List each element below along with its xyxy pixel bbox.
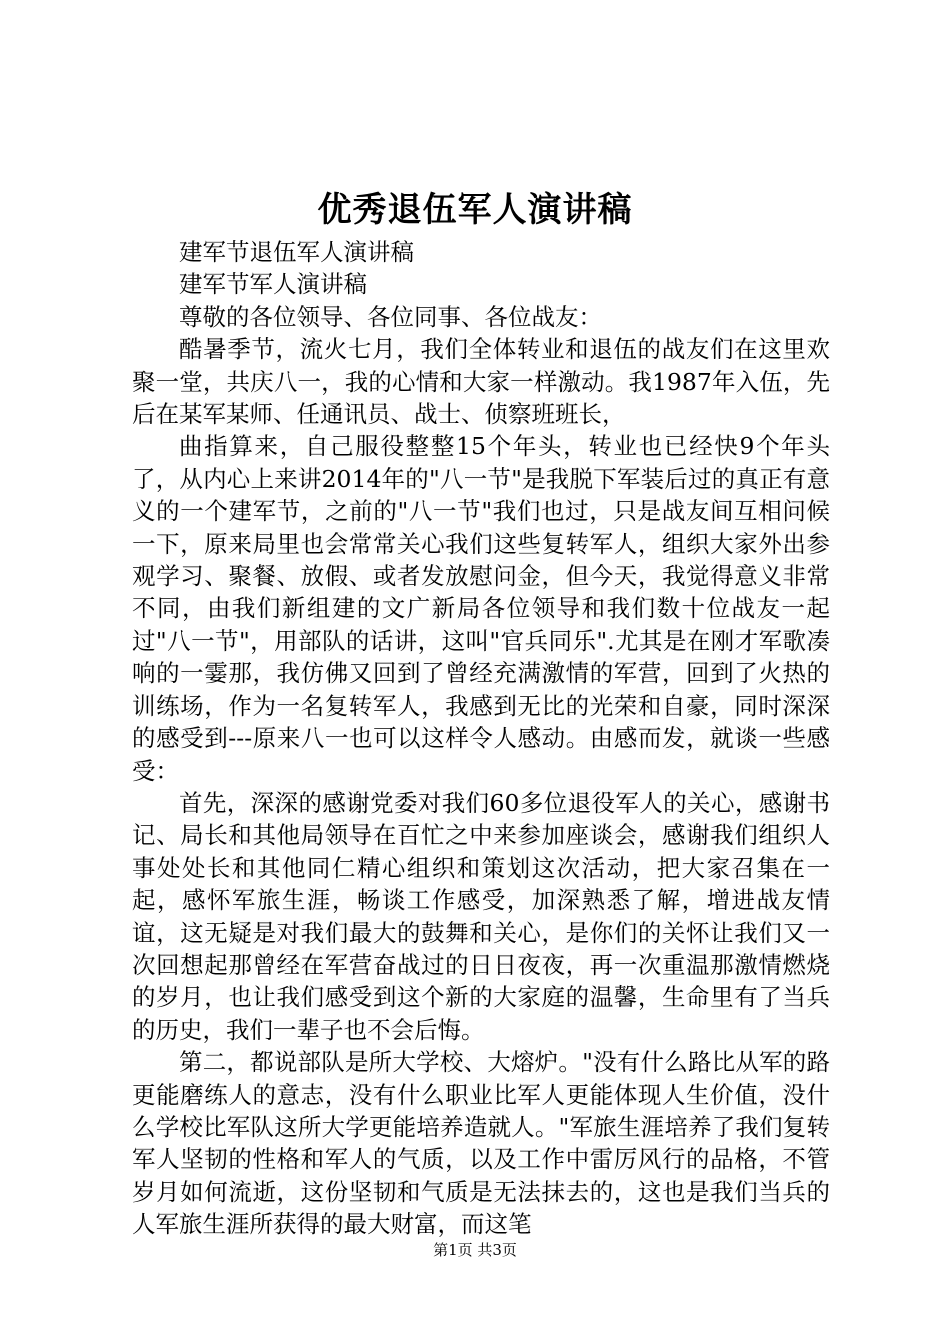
paragraph-salutation: 尊敬的各位领导、各位同事、各位战友： — [179, 302, 602, 331]
document-body — [132, 236, 830, 1241]
page-footer: 第1页 共3页 — [433, 1241, 517, 1259]
paragraph-service: 曲指算来，自己服役整整15个年头，转业也已经快9个年头了，从内心上来讲2014年的"八一节"是我脱下军装后过的真正有意义的一个建军节，之前的"八一节"我们也过，只是战友间互相问候一下，原来局里也会常常关心我们这些复转军人，组织大家外出参观学习、聚餐、放假、或者发放慰问金，但今天，我觉得意义非常不同，由我们新组建的文广新局各位领导和我们数十位战友一起过"八一节"，用部队的话讲，这叫"官兵同乐".尤其是在刚才军歌凑响的一霎那，我仿佛又回到了曾经充满激情的军营，回到了火热的训练场，作为一名复转军人，我感到无比的光荣和自豪，同时深深的感受到---原来八一也可以这样令人感动。由感而发，就谈一些感受： — [132, 432, 830, 785]
paragraph-subtitle-2: 建军节军人演讲稿 — [179, 270, 367, 299]
paragraph-first: 首先，深深的感谢党委对我们60多位退役军人的关心，感谢书记、局长和其他局领导在百忙之中来参加座谈会，感谢我们组织人事处处长和其他同仁精心组织和策划这次活动，把大家召集在一起，感怀军旅生涯，畅谈工作感受，加深熟悉了解，增进战友情谊，这无疑是对我们最大的鼓舞和关心，是你们的关怀让我们又一次回想起那曾经在军营奋战过的日日夜夜，再一次重温那激情燃烧的岁月，也让我们感受到这个新的大家庭的温馨，生命里有了当兵的历史，我们一辈子也不会后悔。 — [132, 788, 830, 1044]
paragraph-second: 第二，都说部队是所大学校、大熔炉。"没有什么路比从军的路更能磨练人的意志，没有什么职业比军人更能体现人生价值，没什么学校比军队这所大学更能培养造就人。"军旅生涯培养了我们复转军人坚韧的性格和军人的气质，以及工作中雷厉风行的品格，不管岁月如何流逝，这份坚韧和气质是无法抹去的，这也是我们当兵的人军旅生涯所获得的最大财富，而这笔 — [132, 1048, 830, 1239]
paragraph-subtitle-1: 建军节退伍军人演讲稿 — [179, 238, 414, 266]
document-title: 优秀退伍军人演讲稿 — [317, 190, 633, 230]
paragraph-intro: 酷暑季节，流火七月，我们全体转业和退伍的战友们在这里欢聚一堂，共庆八一，我的心情和大家一样激动。我1987年入伍，先后在某军某师、任通讯员、战士、侦察班班长， — [132, 335, 830, 429]
